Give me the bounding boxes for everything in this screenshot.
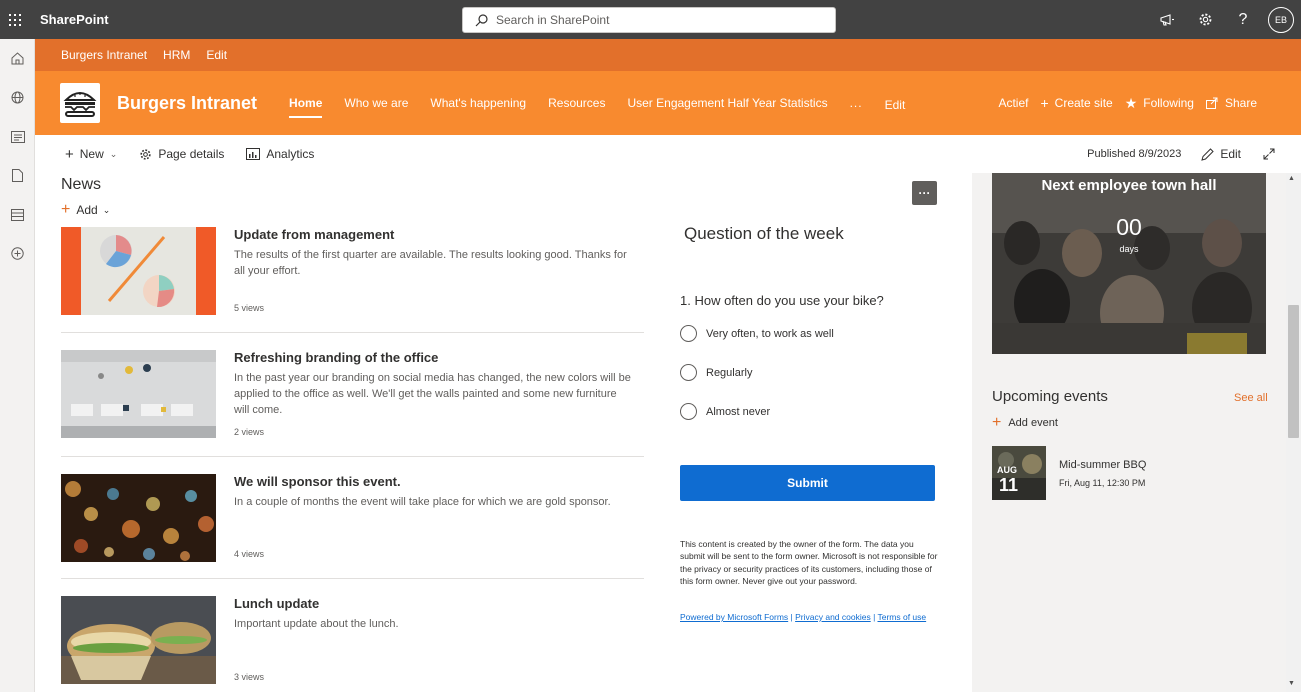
plus-icon: + bbox=[1040, 95, 1049, 111]
privacy-link[interactable]: Privacy and cookies bbox=[795, 612, 871, 622]
news-item-views: 5 views bbox=[234, 303, 265, 313]
event-date: Fri, Aug 11, 12:30 PM bbox=[1059, 478, 1146, 488]
news-thumbnail-bokeh bbox=[61, 474, 216, 562]
actief-label[interactable]: Actief bbox=[998, 96, 1029, 110]
help-icon[interactable]: ? bbox=[1238, 10, 1248, 28]
hub-edit-link[interactable]: Edit bbox=[206, 48, 228, 62]
add-news-button[interactable] bbox=[61, 201, 644, 219]
audience-image bbox=[992, 173, 1266, 354]
gear-icon[interactable] bbox=[1186, 0, 1224, 39]
nav-who-we-are[interactable]: Who we are bbox=[344, 96, 409, 110]
scrollbar-thumb[interactable] bbox=[1288, 305, 1299, 438]
event-title[interactable]: Mid-summer BBQ bbox=[1059, 459, 1147, 471]
star-icon: ★ bbox=[1124, 94, 1138, 111]
add-event-button[interactable] bbox=[992, 414, 1058, 432]
edit-label: Edit bbox=[1220, 147, 1241, 161]
analytics-button[interactable] bbox=[246, 147, 314, 161]
see-all-link[interactable]: See all bbox=[1234, 392, 1268, 404]
nav-home[interactable]: Home bbox=[289, 71, 322, 135]
form-disclaimer: This content is created by the owner of the form. The data you submit will be sent to the form owner. Microsoft is not responsible for the privacy or security practices of its customers, including those of this form owner. Never give out your password. bbox=[680, 539, 938, 586]
pencil-icon bbox=[1201, 148, 1214, 161]
analytics-icon bbox=[246, 148, 260, 160]
site-title[interactable]: Burgers Intranet bbox=[117, 92, 258, 113]
news-item-description: The results of the first quarter are available. The results looking good. Thanks for all your effort. bbox=[234, 249, 627, 277]
site-logo[interactable] bbox=[60, 83, 100, 123]
news-title: News bbox=[61, 176, 102, 193]
news-item-title[interactable]: We will sponsor this event. bbox=[234, 474, 401, 489]
scroll-down-icon[interactable]: ▼ bbox=[1288, 680, 1295, 687]
radio-label: Very often, to work as well bbox=[706, 327, 834, 340]
megaphone-icon[interactable] bbox=[1148, 0, 1186, 39]
nav-more-button[interactable]: ... bbox=[849, 96, 863, 110]
form-heading: Question of the week bbox=[684, 224, 844, 243]
suite-brand[interactable]: SharePoint bbox=[40, 12, 109, 27]
new-label: New bbox=[79, 147, 104, 161]
share-button[interactable] bbox=[1206, 96, 1257, 110]
chevron-down-icon: ⌄ bbox=[102, 204, 111, 215]
hub-link-hrm[interactable]: HRM bbox=[163, 48, 191, 62]
more-options-button[interactable]: ··· bbox=[912, 181, 937, 205]
news-thumbnail-chart bbox=[61, 227, 216, 315]
chevron-down-icon: ⌄ bbox=[109, 148, 118, 159]
news-item[interactable] bbox=[61, 596, 644, 692]
terms-link[interactable]: Terms of use bbox=[877, 612, 927, 622]
nav-user-engagement[interactable]: User Engagement Half Year Statistics bbox=[627, 96, 828, 110]
event-month: AUG bbox=[997, 465, 1017, 475]
events-title: Upcoming events bbox=[992, 388, 1108, 405]
radio-option[interactable] bbox=[680, 403, 770, 420]
analytics-label: Analytics bbox=[266, 147, 315, 161]
countdown-webpart[interactable] bbox=[992, 173, 1266, 354]
page-details-button[interactable] bbox=[139, 147, 224, 161]
globe-icon[interactable] bbox=[0, 78, 35, 117]
search-icon bbox=[475, 14, 488, 27]
news-item-description: In the past year our branding on social media has changed, the new colors will be applied to the office as well. We'll get the walls painted and some new furniture will come. bbox=[234, 372, 631, 416]
countdown-number: 00 bbox=[1116, 214, 1142, 240]
countdown-unit: days bbox=[1119, 244, 1139, 254]
gear-icon bbox=[139, 148, 152, 161]
following-label: Following bbox=[1143, 96, 1194, 110]
right-column bbox=[972, 173, 1286, 692]
news-item-title[interactable]: Refreshing branding of the office bbox=[234, 350, 439, 365]
search-placeholder: Search in SharePoint bbox=[496, 13, 610, 27]
nav-edit-link[interactable]: Edit bbox=[884, 98, 906, 112]
countdown-title: Next employee town hall bbox=[1041, 177, 1217, 194]
add-event-label: Add event bbox=[1008, 417, 1058, 429]
news-item-title[interactable]: Update from management bbox=[234, 227, 395, 242]
nav-resources[interactable]: Resources bbox=[548, 96, 606, 110]
create-site-button[interactable] bbox=[1040, 95, 1112, 111]
edit-page-button[interactable] bbox=[1201, 147, 1241, 161]
app-bar bbox=[0, 39, 35, 692]
news-icon[interactable] bbox=[0, 117, 35, 156]
news-item-views: 3 views bbox=[234, 672, 265, 682]
page-details-label: Page details bbox=[158, 147, 225, 161]
radio-label: Almost never bbox=[706, 405, 771, 418]
news-item[interactable] bbox=[61, 474, 644, 579]
radio-button[interactable] bbox=[680, 403, 697, 420]
avatar[interactable]: EB bbox=[1268, 7, 1294, 33]
news-item-title[interactable]: Lunch update bbox=[234, 596, 320, 611]
news-thumbnail-lunch bbox=[61, 596, 216, 684]
plus-icon: + bbox=[61, 201, 71, 218]
new-button[interactable] bbox=[65, 146, 117, 163]
submit-button[interactable]: Submit bbox=[680, 465, 935, 501]
published-date: Published 8/9/2023 bbox=[1087, 148, 1182, 160]
event-thumbnail bbox=[992, 446, 1046, 500]
event-day: 11 bbox=[999, 475, 1019, 495]
top-navigation bbox=[289, 71, 927, 135]
search-input[interactable] bbox=[462, 7, 836, 33]
create-site-label: Create site bbox=[1054, 96, 1113, 110]
following-button[interactable] bbox=[1125, 95, 1194, 112]
event-card[interactable] bbox=[992, 446, 1252, 500]
list-icon[interactable] bbox=[0, 195, 35, 234]
scroll-up-icon[interactable]: ▲ bbox=[1288, 175, 1295, 182]
plus-icon: + bbox=[65, 145, 74, 163]
site-header bbox=[35, 71, 1301, 135]
news-item-views: 4 views bbox=[234, 549, 265, 559]
home-icon[interactable] bbox=[0, 39, 35, 78]
powered-by-link[interactable]: Powered by Microsoft Forms bbox=[680, 612, 789, 622]
radio-option[interactable] bbox=[680, 325, 834, 342]
news-thumbnail-office bbox=[61, 350, 216, 438]
share-label: Share bbox=[1224, 96, 1257, 110]
add-circle-icon[interactable] bbox=[0, 234, 35, 273]
command-bar bbox=[35, 135, 1301, 173]
radio-button[interactable] bbox=[680, 325, 697, 342]
plus-icon: + bbox=[992, 414, 1002, 431]
news-item-description: In a couple of months the event will take place for which we are gold sponsor. bbox=[234, 496, 611, 508]
news-item-views: 2 views bbox=[234, 427, 265, 437]
radio-label: Regularly bbox=[706, 366, 753, 379]
form-links: Powered by Microsoft Forms | Privacy and cookies | Terms of use bbox=[680, 612, 927, 622]
news-item[interactable] bbox=[61, 227, 644, 333]
document-icon[interactable] bbox=[0, 156, 35, 195]
expand-icon[interactable] bbox=[1263, 148, 1275, 160]
nav-whats-happening[interactable]: What's happening bbox=[430, 96, 527, 110]
form-question: 1. How often do you use your bike? bbox=[680, 293, 884, 308]
news-item[interactable] bbox=[61, 350, 644, 457]
news-item-description: Important update about the lunch. bbox=[234, 618, 399, 630]
radio-option[interactable] bbox=[680, 364, 752, 381]
news-webpart bbox=[61, 173, 644, 682]
add-news-label: Add bbox=[76, 203, 98, 217]
burger-icon bbox=[62, 88, 98, 118]
suite-bar bbox=[0, 0, 1301, 39]
radio-button[interactable] bbox=[680, 364, 697, 381]
hub-link-home[interactable]: Burgers Intranet bbox=[61, 48, 148, 62]
share-icon bbox=[1206, 97, 1219, 109]
hub-navigation bbox=[35, 39, 1301, 71]
app-launcher-icon[interactable] bbox=[0, 0, 30, 39]
